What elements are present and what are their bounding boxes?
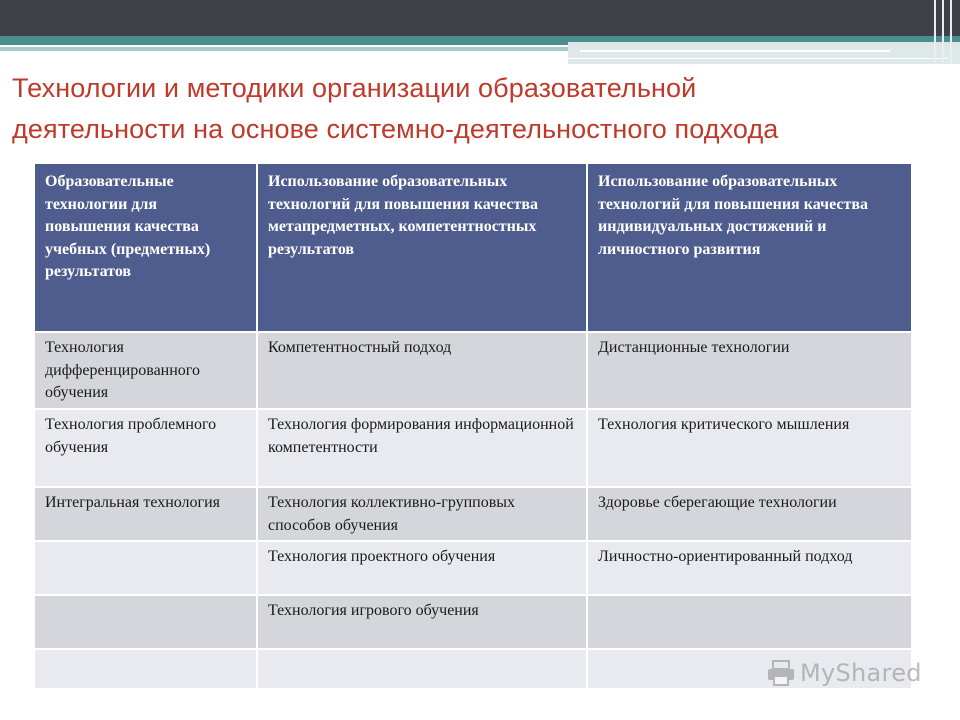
header-cell-personal-development: Использование образовательных технологий для повышения качества индивидуальных достижений и личностного развития <box>587 164 911 332</box>
watermark-text: MyShared <box>800 659 922 687</box>
side-decor-lines <box>930 0 960 64</box>
technologies-table <box>35 164 911 690</box>
watermark <box>766 658 926 688</box>
table-cell: Технология дифференцированного обучения <box>35 332 257 409</box>
table-cell: Компетентностный подход <box>257 332 587 409</box>
table-cell: Технология игрового обучения <box>257 595 587 649</box>
table-cell <box>257 649 587 689</box>
table-cell: Дистанционные технологии <box>587 332 911 409</box>
top-tab-line <box>568 58 948 59</box>
slide-title-line-2: деятельности на основе системно-деятельностного подхода <box>12 114 779 144</box>
top-dark-band <box>0 0 960 36</box>
table-row <box>35 487 911 541</box>
slide-title <box>12 68 942 150</box>
header-cell-metasubject-results: Использование образовательных технологий для повышения качества метапредметных, компетентностных результатов <box>257 164 587 332</box>
table-cell: Технология формирования информационной компетентности <box>257 409 587 487</box>
table-row <box>35 332 911 409</box>
printer-logo-icon <box>766 660 796 686</box>
table-header-row <box>35 164 911 332</box>
table-row <box>35 595 911 649</box>
header-cell-subject-results: Образовательные технологии для повышения качества учебных (предметных) результатов <box>35 164 257 332</box>
table-cell: Технология проектного обучения <box>257 541 587 595</box>
table-cell: Здоровье сберегающие технологии <box>587 487 911 541</box>
table-row <box>35 409 911 487</box>
table-cell: Технология критического мышления <box>587 409 911 487</box>
top-tab-shape <box>568 42 960 64</box>
top-tab-line <box>580 50 890 52</box>
table-cell <box>35 649 257 689</box>
table-cell: Технология проблемного обучения <box>35 409 257 487</box>
table-row <box>35 541 911 595</box>
table-cell <box>587 595 911 649</box>
table-cell <box>35 595 257 649</box>
table-cell: Личностно-ориентированный подход <box>587 541 911 595</box>
table-cell <box>35 541 257 595</box>
table-cell: Интегральная технология <box>35 487 257 541</box>
table-cell: Технология коллективно-групповых способов обучения <box>257 487 587 541</box>
slide-title-line-1: Технологии и методики организации образовательной <box>12 73 697 103</box>
